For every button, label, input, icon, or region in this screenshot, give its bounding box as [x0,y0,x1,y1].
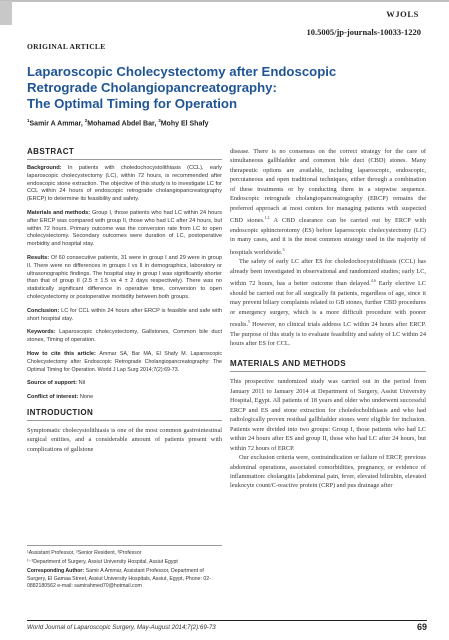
body-paragraph: Our exclusion criteria were, contraindication or failure of ERCP, previous abdominal operations, associated comorbidities, pregnancy, or evidence of inflammation: cholangitis [abdominal pain, fever, elevated bilirubin, elevated leukocyte count/C-reactive protein (CRP) and pus drainage after [230,454,426,490]
text-run: The safety of early LC after ES for choledochocystolithiasis (CCL) has already been investigated in observational and randomized studies; early LC, within 72 hours, has a better outcome than delayed. [230,258,426,288]
background-text: In patients with choledochocystolithiasis (CCL), early laparoscopic cholecystectomy (LC), within 72 hours, is recommended after endoscopic stone extraction. The objective of this study is to investigate LC for CCL within 24 hours of endoscopic retrograde cholangiopancreatography (ERCP) to determine its feasibility and safety. [27,165,222,203]
author-affil-sup: 2 [84,118,88,123]
results-label: Results: [27,254,50,261]
conclusion-text: LC for CCL within 24 hours after ERCP is feasible and safe with short hospital stay. [27,307,222,322]
conflict-text: None [79,394,94,401]
title-line: Retrograde Cholangiopancreatography: [27,80,277,95]
citation-ref: 4,6 [370,278,376,284]
abstract-heading: ABSTRACT [27,147,222,160]
right-column [230,147,426,491]
author-name: Mohy El Shafy [160,120,209,128]
text-run: Early elective LC should be carried out for all surgically fit patients, regardless of age, since it may prevent biliary complaints related to GB stones, further CBD procedures or emergency surgery, which is a more difficult procedure with poorer results. [230,280,426,329]
keywords-label: Keywords: [27,329,56,336]
cite-label: How to cite this article: [27,350,96,357]
support-label: Source of support: [27,380,78,387]
journal-tag: WJOLS [386,9,419,19]
footnote-positions: ¹Assistant Professor, ²Senior Resident, ³Professor [27,550,142,556]
keywords-text: Laparoscopic cholecystectomy, Gallstones, Common bile duct stones, Timing of operation. [27,329,222,344]
corresponding-label: Corresponding Author: [27,568,85,575]
body-paragraph: This prospective randomized study was carried out in the period from January 2011 to January 2014 at Department of Surgery, Assiut University Hospital, Egypt. All patients of 18 years and older who underwent successful ERCP and ES and stone extraction for choledocholithiasis and who had radiologically proven residual gallbladder stones were eligible for inclusion. Patients were divided into two groups: Group I, those patients who had LC within 24 hours after ES and group II, those who had LC after 24 hours, but within 72 hours of ERCP. [230,378,426,452]
abstract-results [27,255,222,302]
background-label: Background: [27,165,62,171]
author-name: Samir A Ammar [29,120,81,128]
text-run: disease. There is no consensus on the correct strategy for the care of simultaneous gallbladder and common bile duct (CBD) stones. Many therapeutic options are available, including laparoscopic, endoscopic, percutaneous and open traditional techniques, either through a combination of these treatments or by conducting them in a stepwise sequence. Endoscopic retrograde cholangiopancreatography (ERCP) remains the preferred approach at most centers for managing patients with suspected CBD stones. [230,148,426,225]
citation-ref: 5 [248,318,251,324]
footnotes [27,545,222,592]
source-of-support [27,380,222,388]
text-run: However, no clinical trials address LC within 24 hours after ERCP. The purpose of this study is to evaluate feasibility and safety of LC within 24 hours after ES for CCL. [230,321,426,347]
conflict-label: Conflict of interest: [27,394,79,401]
article-title [27,64,417,112]
introduction-text: Symptomatic cholecystolithiasis is one of the most common gastrointestinal surgical entities, and a considerable amount of patients present with complications of gallstone [27,426,222,453]
cite-text: Ammar SA, Bar MA, El Shafy M. Laparoscopic Cholecystectomy after Endoscopic Retrograde Cholangiopancreatography: The Optimal Timing for Operation. World J Lap Surg 2014;7(2):69-73. [27,350,223,373]
abstract-conclusion [27,308,222,324]
text-run: A CBD clearance can be carried out by ERCP with endoscopic sphincterotomy (ES) before laparoscopic cholecystectomy (LC) in many cases, and it is the most common strategy used in the majority of hospitals worldwide. [230,217,426,256]
top-rule [0,0,449,2]
footer-journal-line: World Journal of Laparoscopic Surgery, May-August 2014;7(2):69-73 [27,624,216,631]
doi-text: 10.5005/jp-journals-10033-1220 [306,27,421,37]
title-line: The Optimal Timing for Operation [27,96,238,111]
author-affil-sup: 1 [27,118,30,123]
support-text: Nil [78,380,86,387]
materials-methods-heading: MATERIALS AND METHODS [230,359,426,372]
corner-tab-decoration [0,1,12,25]
conflict-of-interest [27,394,222,402]
footer-rule [27,620,427,621]
author-affil-sup: 3 [158,118,161,123]
left-column [27,147,222,454]
author-name: Mohamad Abdel Bar [87,120,155,128]
body-paragraph [230,147,426,257]
introduction-heading: INTRODUCTION [27,408,222,421]
methods-label: Materials and methods: [27,209,91,216]
author-list: $^1$Samir A Ammar, $^2$Mohamad Abdel Bar, $^3$Mohy El Shafy [27,118,209,128]
abstract-keywords [27,329,222,345]
results-text: Of 60 consecutive patients, 31 were in group I and 29 were in group II. There were no differences in groups I vs II in demographics, laboratory or ultrasonographic findings. The hospital stay in group I was significantly shorter than that of group II (2.5 ± 1.5 vs 4 ± 2 days respectively). There was no statistically significant difference in operative time, conversion to open cholecystectomy or postoperative morbidity between both groups. [27,254,222,300]
how-to-cite [27,351,222,374]
page-number: 69 [416,622,427,632]
citation-ref: 1,2 [264,215,270,221]
conclusion-label: Conclusion: [27,307,60,314]
corresponding-text: Samir A Ammar, Assistant Professor, Department of Surgery, El Gamaa Street, Assiut University Hospitals, Assiut, Egypt, Phone: 02-0882180562 e-mail: samirahmed70@hotmail.com [27,568,211,589]
section-type-label: ORIGINAL ARTICLE [27,42,106,51]
title-line: Laparoscopic Cholecystectomy after Endoscopic [27,64,337,79]
citation-ref: 3 [282,246,285,252]
footnote-corresponding [27,568,222,590]
abstract-background [27,165,222,204]
body-paragraph [230,257,426,348]
footnote-department: ¹⁻³Department of Surgery, Assiut University Hospital, Assiut Egypt [27,559,178,566]
abstract-methods [27,210,222,249]
methods-text: Group I, those patients who had LC within 24 hours after ERCP was compared with group II, those who had LC after 24 hours, but within 72 hours. Primary outcome was the conversion rate from LC to open cholecystectomy. Secondary outcomes were duration of LC, postoperative morbidity and hospital stay. [27,209,222,248]
